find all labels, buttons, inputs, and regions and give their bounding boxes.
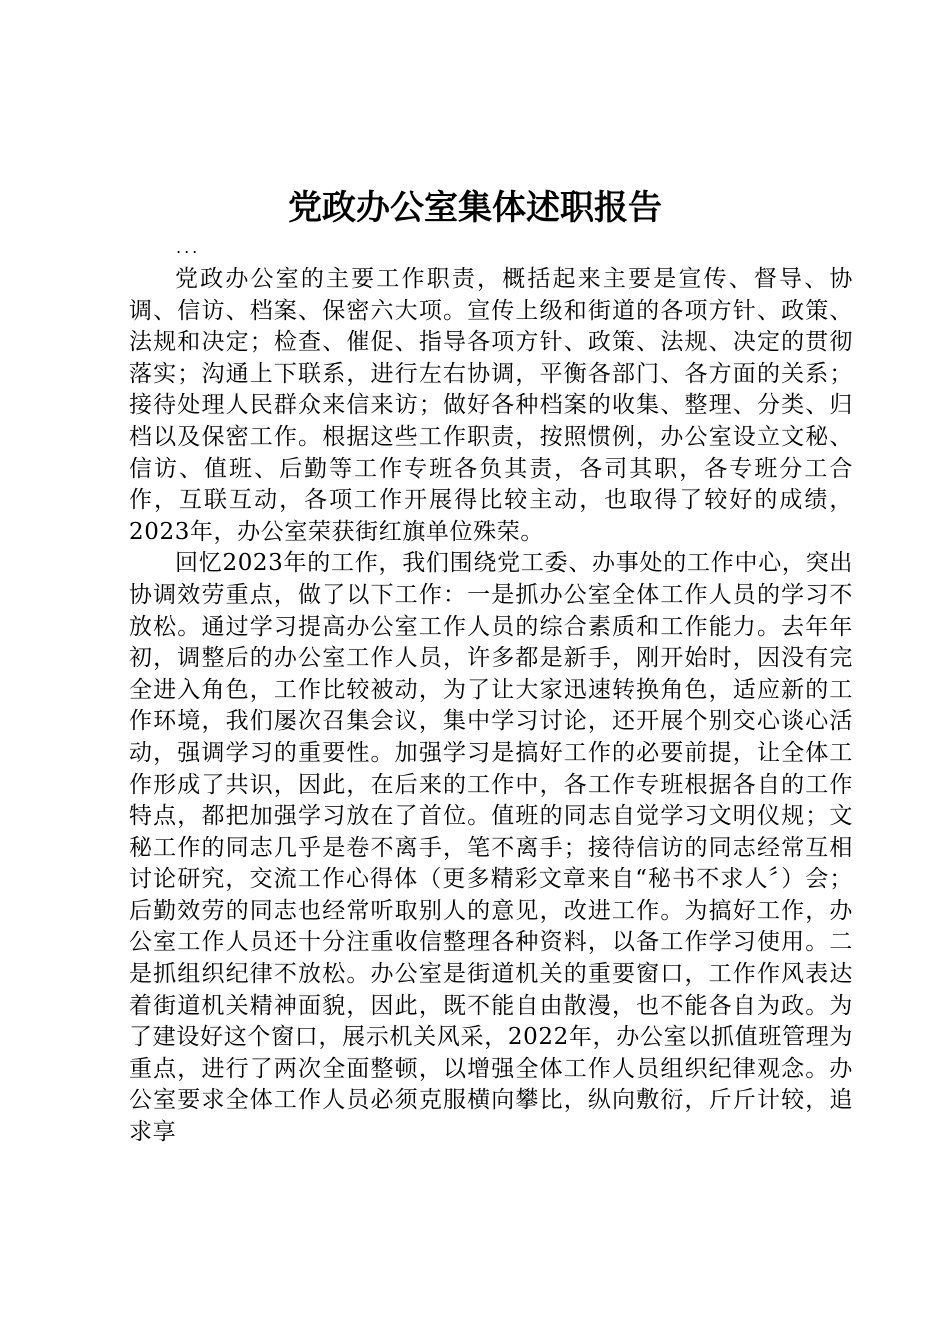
paragraph-review-2023: 回忆2023年的工作，我们围绕党工委、办事处的工作中心，突出协调效劳重点，做了以下工作：一是抓办公室全体工作人员的学习不放松。通过学习提高办公室工作人员的综合素质和工作能力。去年年初，调整后的办公室工作人员，许多都是新手，刚开始时，因没有完全进入角色，工作比较被动，为了让大家迅速转换角色，适应新的工作环境，我们屡次召集会议，集中学习讨论，还开展个别交心谈心活动，强调学习的重要性。加强学习是搞好工作的必要前提，让全体工作形成了共识，因此，在后来的工作中，各工作专班根据各自的工作特点，都把加强学习放在了首位。值班的同志自觉学习文明仪规；文秘工作的同志几乎是卷不离手，笔不离手；接待信访的同志经常互相讨论研究，交流工作心得体（更多精彩文章来自“秘书不求人〞）会；后勤效劳的同志也经常听取别人的意见，改进工作。为搞好工作，办公室工作人员还十分注重收信整理各种资料，以备工作学习使用。二是抓组织纪律不放松。办公室是街道机关的重要窗口，工作作风表达着街道机关精神面貌，因此，既不能自由散漫，也不能各自为政。为了建设好这个窗口，展示机关风采，2022年，办公室以抓值班管理为重点，进行了两次全面整顿，以增强全体工作人员组织纪律观念。办公室要求全体工作人员必须克服横向攀比，纵向敷衍，斤斤计较，追求享 [129,550,853,1146]
document-body [129,264,853,1149]
ellipsis-marker: ... [176,238,201,257]
document-title: 党政办公室集体述职报告 [288,188,662,228]
paragraph-duties: 党政办公室的主要工作职责，概括起来主要是宣传、督导、协调、信访、档案、保密六大项。宣传上级和街道的各项方针、政策、法规和决定；检查、催促、指导各项方针、政策、法规、决定的贯彻落实；沟通上下联系，进行左右协调，平衡各部门、各方面的关系；接待处理人民群众来信来访；做好各种档案的收集、整理、分类、归档以及保密工作。根据这些工作职责，按照惯例，办公室设立文秘、信访、值班、后勤等工作专班各负其责，各司其职，各专班分工合作，互联互动，各项工作开展得比较主动，也取得了较好的成绩，2023年，办公室荣获街红旗单位殊荣。 [129,266,853,545]
